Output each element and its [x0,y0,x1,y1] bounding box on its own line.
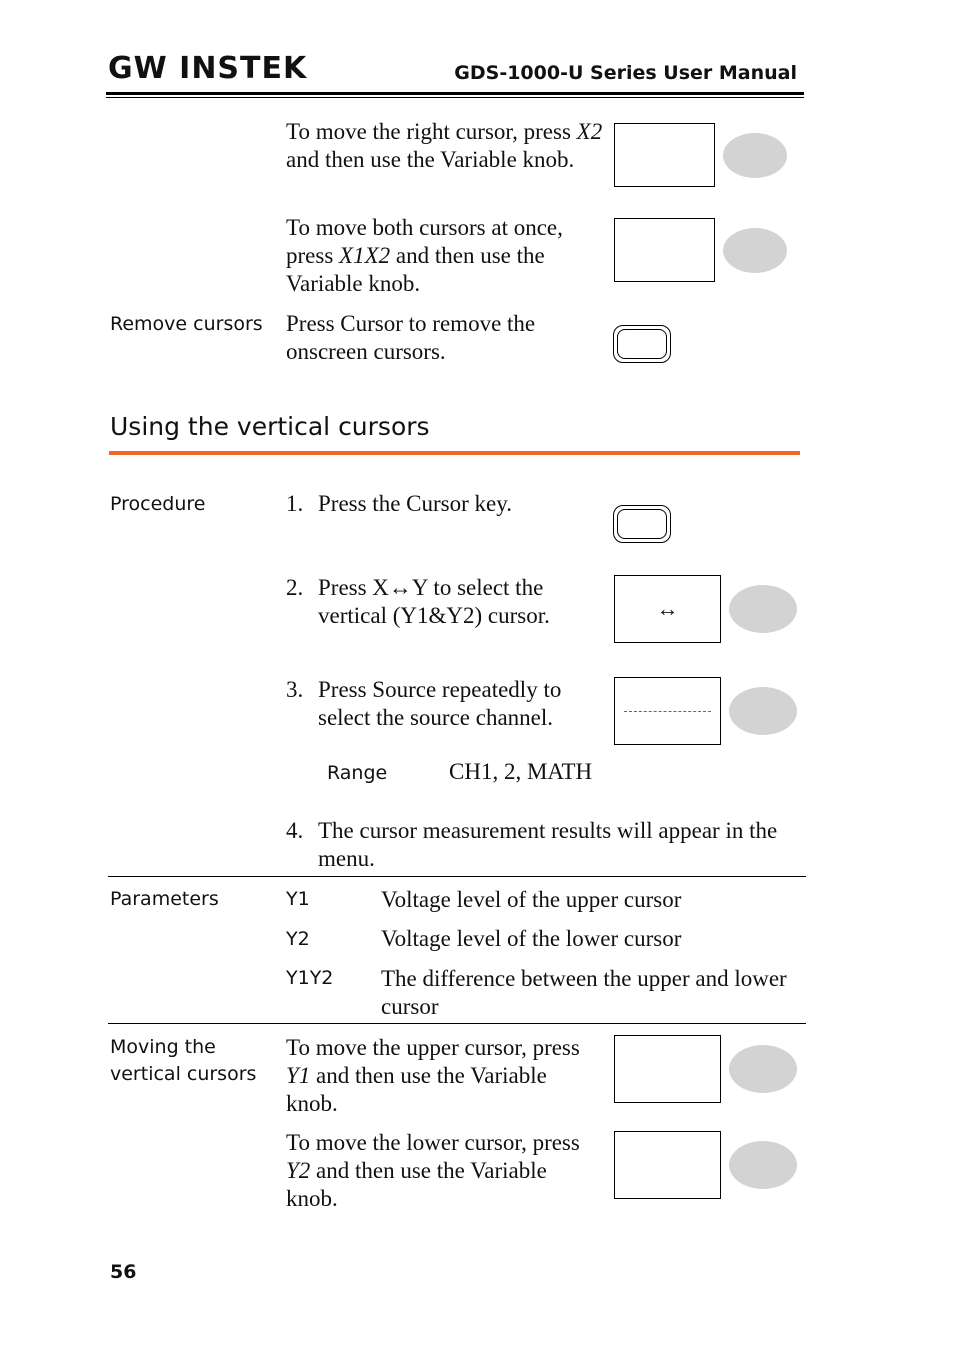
section-rule [109,451,800,455]
softkey-x1x2[interactable] [614,218,715,282]
moving-cursors-label: Moving the vertical cursors [110,1036,257,1085]
param-name: Y2 [286,928,310,950]
variable-knob-icon[interactable] [723,228,787,273]
softkey-x-y[interactable] [614,575,721,643]
param-desc: Voltage level of the lower cursor [381,926,682,951]
range-label: Range [327,762,388,784]
cursor-key-icon[interactable] [613,325,671,363]
step-text: The cursor measurement results will appear in the menu. [318,818,778,871]
step-number: 4. [286,818,304,843]
softkey-source[interactable] [614,677,721,745]
softkey-y1[interactable] [614,1035,721,1103]
step-number: 1. [286,491,304,516]
gw-instek-logo: GW INSTEK [108,51,308,86]
move-lower-cursor-text: To move the lower cursor, press Y2 and then use the Variable knob. [286,1130,580,1211]
header-rule-thin [106,97,804,98]
move-upper-cursor-text: To move the upper cursor, press Y1 and then use the Variable knob. [286,1035,580,1116]
softkey-y2[interactable] [614,1131,721,1199]
remove-cursors-text: Press Cursor to remove the onscreen cursors. [286,311,536,364]
cursor-key-icon[interactable] [613,505,671,543]
page-number: 56 [110,1261,137,1283]
step-text: Press Source repeatedly to select the source channel. [318,677,562,730]
step-number: 3. [286,677,304,702]
header-rule [106,92,804,95]
variable-knob-icon[interactable] [723,133,787,178]
swap-arrow-icon: ↔ [656,596,679,621]
param-name: Y1 [286,888,310,910]
step-text: Press the Cursor key. [318,491,512,516]
procedure-label: Procedure [110,493,206,515]
softkey-x2[interactable] [614,123,715,187]
param-name: Y1Y2 [286,967,334,989]
remove-cursors-label: Remove cursors [110,313,263,335]
variable-knob-icon[interactable] [729,1141,797,1189]
variable-knob-icon[interactable] [729,687,797,735]
parameters-label: Parameters [110,888,219,910]
range-value: CH1, 2, MATH [449,759,593,784]
manual-title: GDS-1000-U Series User Manual [454,62,797,84]
variable-knob-icon[interactable] [729,585,797,633]
variable-knob-icon[interactable] [729,1045,797,1093]
param-desc: The difference between the upper and lower cursor [381,966,787,1019]
step-number: 2. [286,575,304,600]
move-right-cursor-text: To move the right cursor, press X2 and then use the Variable knob. [286,119,603,172]
move-both-cursors-text: To move both cursors at once, press X1X2 and then use the Variable knob. [286,215,563,296]
divider [108,876,806,877]
section-title: Using the vertical cursors [110,412,430,441]
step-text: Press X↔Y to select the vertical (Y1&Y2) cursor. [318,575,550,628]
param-desc: Voltage level of the upper cursor [381,887,682,912]
divider [108,1023,806,1024]
dashed-line [624,711,711,712]
